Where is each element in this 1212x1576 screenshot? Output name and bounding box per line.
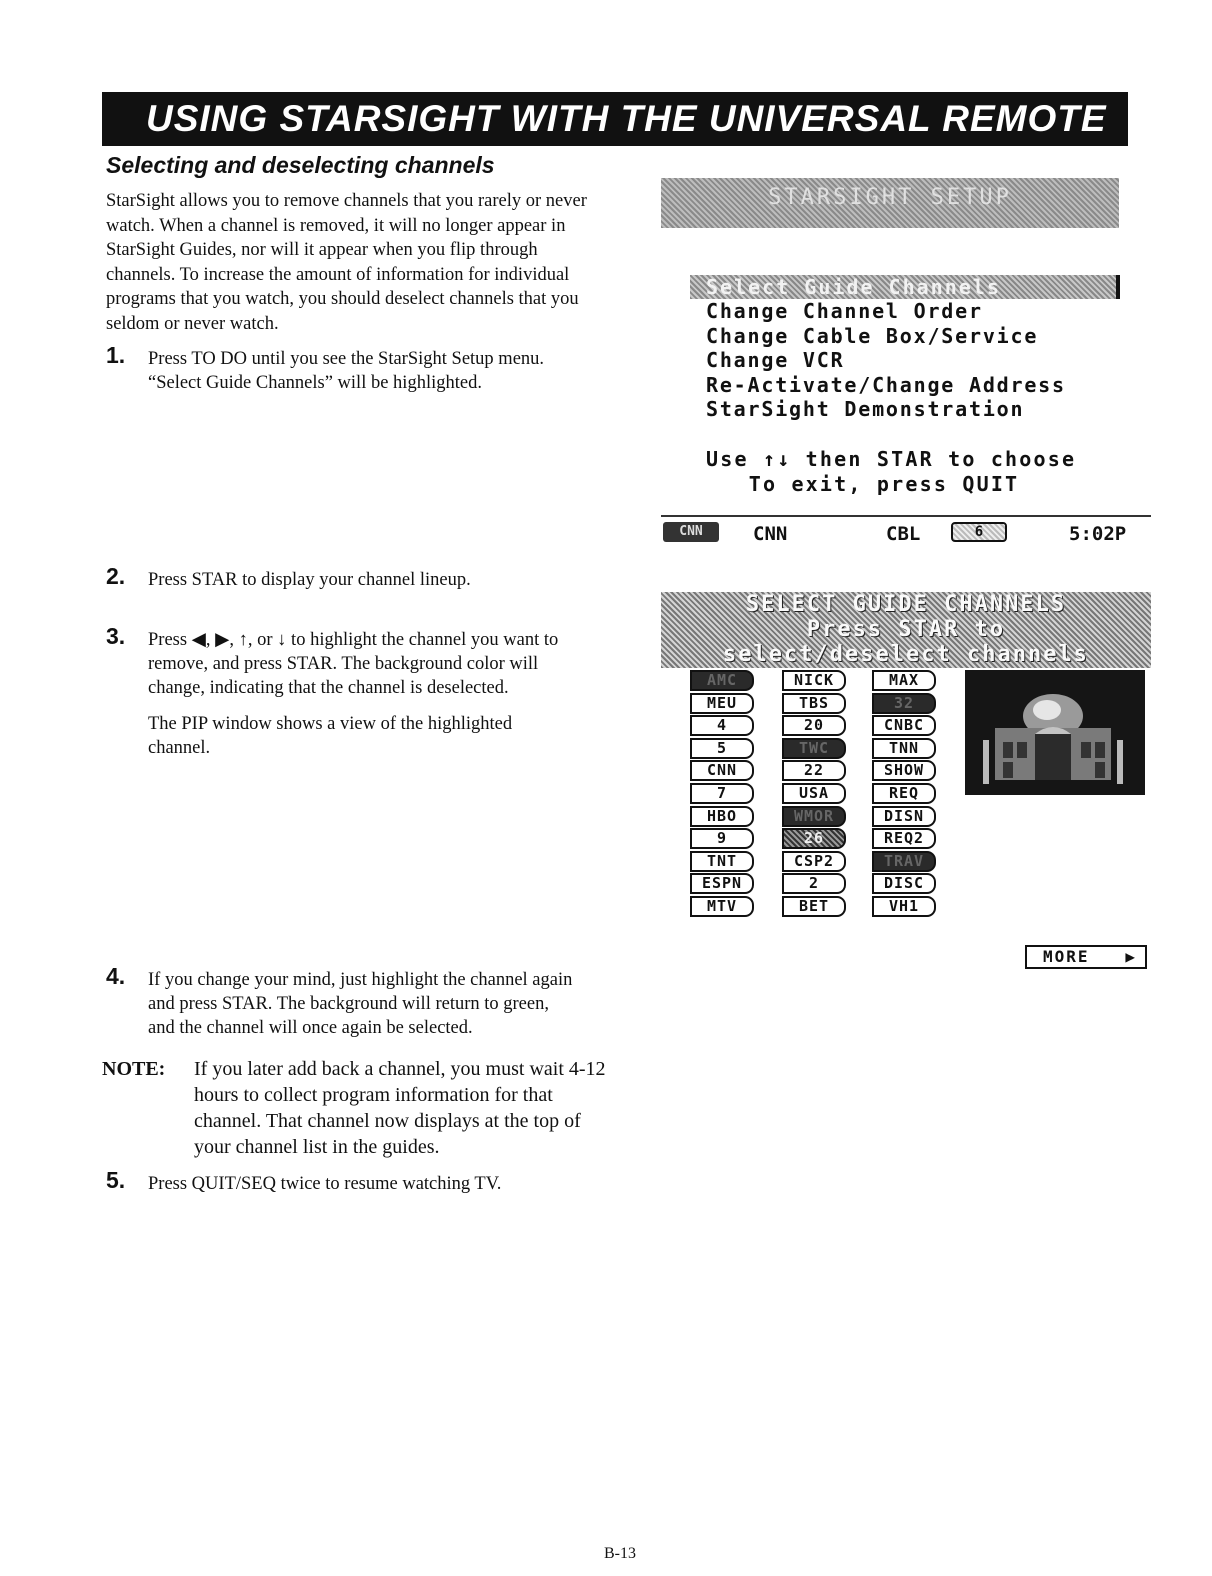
select-channels-header	[661, 592, 1151, 668]
step-number: 3.	[106, 623, 126, 649]
step-text: Press QUIT/SEQ twice to resume watching TV.	[148, 1174, 502, 1194]
channel-cnn[interactable]: CNN	[690, 760, 754, 781]
note-label: NOTE:	[102, 1058, 166, 1080]
select-header-line-3: select/deselect channels	[723, 642, 1089, 667]
select-header-line-2: Press STAR to	[806, 617, 1006, 642]
pip-window	[965, 670, 1145, 795]
channel-max[interactable]: MAX	[872, 670, 936, 691]
channel-26[interactable]: 26	[782, 828, 846, 849]
step-text: The PIP window shows a view of the highlighted channel.	[148, 714, 513, 758]
status-bar	[661, 515, 1151, 549]
right-arrow-icon: ▶	[1125, 947, 1137, 966]
section-title: Selecting and deselecting channels	[106, 152, 495, 178]
channel-4[interactable]: 4	[690, 715, 754, 736]
intro-paragraph: StarSight allows you to remove channels that you rarely or never watch. When a channel is removed, it will no longer appear in StarSight Guides, nor will it appear when you flip through channels. To increase the amount of information for individual programs that you watch, you should deselect channels that you seldom or never watch.	[106, 191, 587, 334]
step-number: 2.	[106, 563, 126, 589]
channel-trav[interactable]: TRAV	[872, 851, 936, 872]
channel-vh1[interactable]: VH1	[872, 896, 936, 917]
channel-nick[interactable]: NICK	[782, 670, 846, 691]
network-logo: CNN	[663, 522, 719, 542]
pip-building-image	[965, 670, 1145, 795]
page-banner: USING STARSIGHT WITH THE UNIVERSAL REMOTE	[102, 92, 1128, 146]
note-text: If you later add back a channel, you must wait 4-12 hours to collect program information for that channel. That channel now displays at the top of your channel list in the guides.	[194, 1058, 606, 1158]
channel-cnbc[interactable]: CNBC	[872, 715, 936, 736]
channel-9[interactable]: 9	[690, 828, 754, 849]
instruction-line-exit: To exit, press QUIT	[706, 472, 1020, 496]
channel-22[interactable]: 22	[782, 760, 846, 781]
channel-bet[interactable]: BET	[782, 896, 846, 917]
menu-item-change-channel-order[interactable]: Change Channel Order	[706, 299, 983, 323]
instruction-line-choose: Use ↑↓ then STAR to choose	[706, 447, 1077, 471]
step-number: 4.	[106, 963, 126, 989]
step-body	[148, 568, 578, 604]
page-number: B-13	[604, 1545, 636, 1562]
channel-req[interactable]: REQ	[872, 783, 936, 804]
step-number: 5.	[106, 1167, 126, 1193]
channel-number-box: 6	[951, 522, 1007, 542]
step-body	[148, 1172, 578, 1208]
channel-twc[interactable]: TWC	[782, 738, 846, 759]
channel-show[interactable]: SHOW	[872, 760, 936, 781]
channel-tnn[interactable]: TNN	[872, 738, 936, 759]
channel-hbo[interactable]: HBO	[690, 806, 754, 827]
channel-amc[interactable]: AMC	[690, 670, 754, 691]
setup-menu-list	[706, 299, 1066, 422]
channel-2[interactable]: 2	[782, 873, 846, 894]
menu-item-change-cable-box[interactable]: Change Cable Box/Service	[706, 323, 1039, 348]
channel-csp2[interactable]: CSP2	[782, 851, 846, 872]
clock: 5:02P	[1069, 523, 1127, 545]
step-text: Press TO DO until you see the StarSight Setup menu. “Select Guide Channels” will be highlighted.	[148, 349, 545, 393]
channel-espn[interactable]: ESPN	[690, 873, 754, 894]
source-label: CBL	[886, 523, 921, 545]
step-text: If you change your mind, just highlight the channel again and press STAR. The background will return to green, and the channel will once again be selected.	[148, 970, 573, 1038]
channel-disc[interactable]: DISC	[872, 873, 936, 894]
channel-mtv[interactable]: MTV	[690, 896, 754, 917]
setup-instructions	[706, 447, 1076, 497]
channel-32[interactable]: 32	[872, 693, 936, 714]
menu-item-select-guide-channels[interactable]: Select Guide Channels	[690, 275, 1120, 299]
channel-20[interactable]: 20	[782, 715, 846, 736]
channel-req2[interactable]: REQ2	[872, 828, 936, 849]
channel-disn[interactable]: DISN	[872, 806, 936, 827]
step-text: Press STAR to display your channel lineup.	[148, 570, 471, 590]
menu-item-change-vcr[interactable]: Change VCR	[706, 348, 845, 372]
step-number: 1.	[106, 342, 126, 368]
network-name: CNN	[753, 523, 788, 545]
step-text: Press ◀, ▶, ↑, or ↓ to highlight the channel you want to remove, and press STAR. The background color will change, indicating that the channel is deselected.	[148, 630, 559, 698]
channel-tnt[interactable]: TNT	[690, 851, 754, 872]
more-label: MORE	[1043, 947, 1090, 966]
step-body	[148, 347, 578, 407]
menu-item-demonstration[interactable]: StarSight Demonstration	[706, 397, 1025, 421]
channel-wmor[interactable]: WMOR	[782, 806, 846, 827]
channel-usa[interactable]: USA	[782, 783, 846, 804]
step-body	[148, 628, 578, 772]
channel-5[interactable]: 5	[690, 738, 754, 759]
select-header-line-1: SELECT GUIDE CHANNELS	[745, 592, 1067, 617]
more-button[interactable]	[1025, 945, 1147, 969]
channel-meu[interactable]: MEU	[690, 693, 754, 714]
channel-7[interactable]: 7	[690, 783, 754, 804]
menu-item-reactivate-address[interactable]: Re-Activate/Change Address	[706, 372, 1066, 397]
step-body	[148, 968, 578, 1052]
setup-screen-header: STARSIGHT SETUP	[661, 178, 1119, 228]
channel-tbs[interactable]: TBS	[782, 693, 846, 714]
